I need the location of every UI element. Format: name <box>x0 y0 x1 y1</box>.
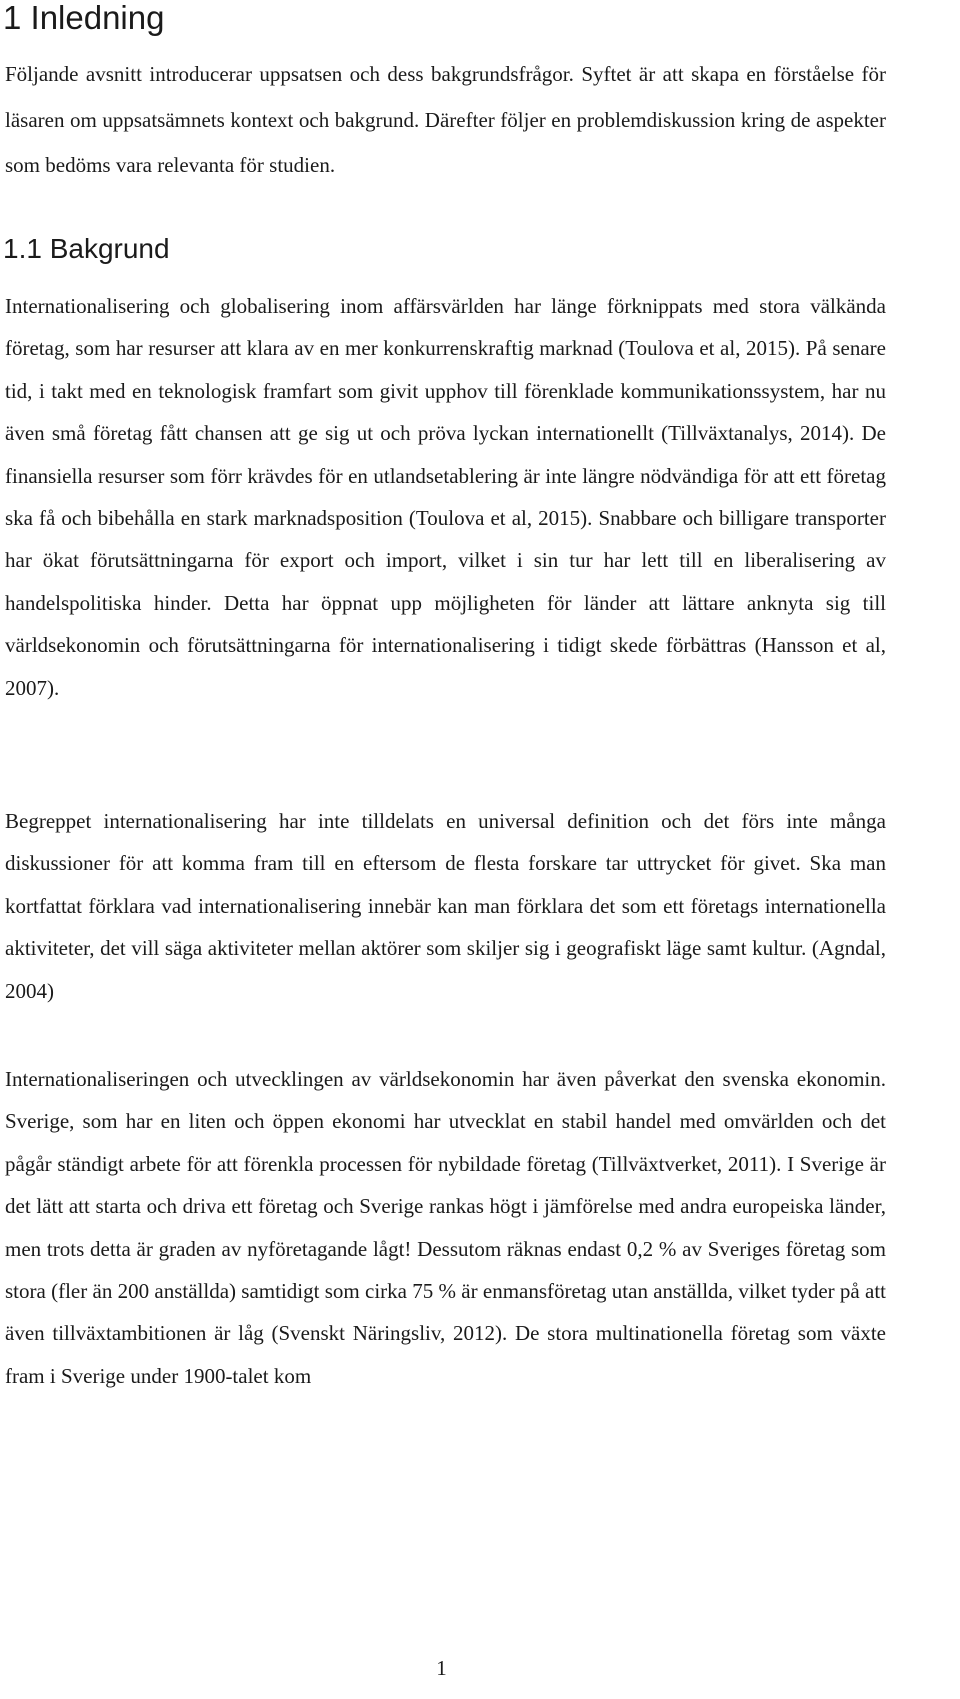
body-paragraph: Internationalisering och globalisering inom affärsvärlden har länge förknippats med stora välkända företag, som har resurser att klara av en mer konkurrenskraftig marknad (Toulova et al, 2015). På senare tid, i takt med en teknologisk framfart som givit upphov till förenklade kommunikationssystem, har nu även små företag fått chansen att ge sig ut och pröva lyckan internationellt (Tillväxtanalys, 2014). De finansiella resurser som förr krävdes för en utlandsetablering är inte längre nödvändiga för att ett företag ska få och bibehålla en stark marknadsposition (Toulova et al, 2015). Snabbare och billigare transporter har ökat förutsättningarna för export och import, vilket i sin tur har lett till en liberalisering av handelspolitiska hinder. Detta har öppnat upp möjligheten för länder att lättare anknyta sig till världsekonomin och förutsättningarna för internationalisering i tidigt skede förbättras (Hansson et al, 2007). <box>5 294 886 700</box>
body-paragraph: Begreppet internationalisering har inte tilldelats en universal definition och det förs inte många diskussioner för att komma fram till en eftersom de flesta forskare tar uttrycket för givet. Ska man kortfattat förklara vad internationalisering innebär kan man förklara det som ett företags internationella aktiviteter, det vill säga aktiviteter mellan aktörer som skiljer sig i geografiskt läge samt kultur. (Agndal, 2004) <box>5 809 886 1003</box>
chapter-heading: 1 Inledning <box>3 0 165 36</box>
intro-paragraph: Följande avsnitt introducerar uppsatsen och dess bakgrundsfrågor. Syftet är att skapa en förståelse för läsaren om uppsatsämnets kontext och bakgrund. Därefter följer en problemdiskussion kring de aspekter som bedöms vara relevanta för studien. <box>5 62 886 177</box>
section-heading: 1.1 Bakgrund <box>3 233 170 264</box>
page-number: 1 <box>436 1656 447 1680</box>
body-paragraph: Internationaliseringen och utvecklingen av världsekonomin har även påverkat den svenska ekonomin. Sverige, som har en liten och öppen ekonomi har utvecklat en stabil handel med omvärlden och det pågår ständigt arbete för att förenkla processen för nybildade företag (Tillväxtverket, 2011). I Sverige är det lätt att starta och driva ett företag och Sverige rankas högt i jämförelse med andra europeiska länder, men trots detta är graden av nyföretagande lågt! Dessutom räknas endast 0,2 % av Sveriges företag som stora (fler än 200 anställda) samtidigt som cirka 75 % är enmansföretag utan anställda, vilket tyder på att även tillväxtambitionen är låg (Svenskt Näringsliv, 2012). De stora multinationella företag som växte fram i Sverige under 1900-talet kom <box>5 1067 886 1388</box>
intro-block <box>5 52 886 189</box>
paragraph-block-1 <box>5 285 886 709</box>
paragraph-block-3 <box>5 1058 886 1397</box>
paragraph-block-2 <box>5 800 886 1012</box>
